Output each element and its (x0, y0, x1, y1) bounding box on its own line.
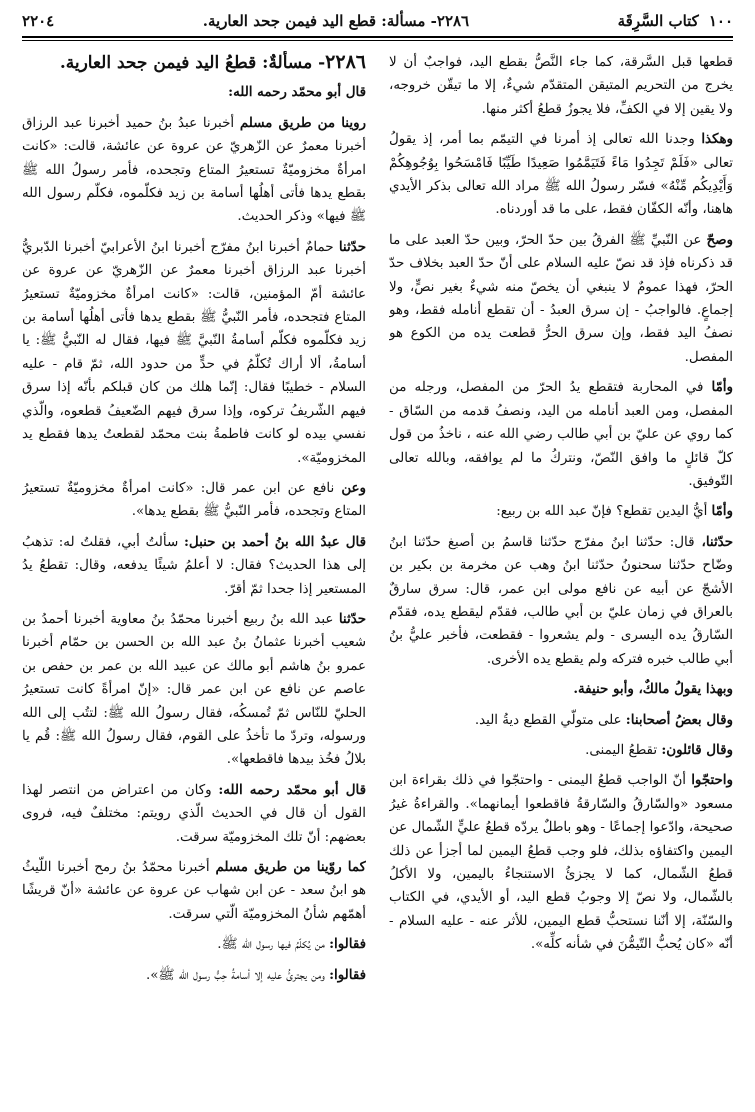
paragraph (22, 608, 366, 772)
paragraph-text: قال: حدّثنا ابنُ مفرّج حدّثنا قاسمُ بن أصبغ حدّثنا ابنُ وضّاح حدّثنا سحنونُ حدّثنا ابنُ وهب عن مخرمة بن بكير بن الأشجّ عن أبيه عن نافع مولى ابن عمر، قال: سرق سارقٌ بالعراق في زمان عليّ بن أبي طالب، فقدّم ليقطع يده، فقدّم السّارقُ يده اليسرى - ولم يشعروا - فقطعت، فأخبر عليُّ بنُ أبي طالب خبره فتركه ولم يقطع يده الأخرى. (389, 534, 733, 667)
header-rule (22, 36, 733, 38)
paragraph-text: أيُّ اليدين تقطع؟ فإنّ عبد الله بن ربيع: (496, 504, 712, 520)
page-number-right: ١٠٠ (708, 12, 733, 30)
paragraph-text: أخبرنا محمّدُ بنُ رمح أخبرنا اللّيثُ هو ابنُ سعد - عن ابن شهاب عن عروة عن عائشة «أنّ قريشًا أهمّهم شأنُ المخزوميّة الّتي سرقت. (22, 860, 366, 922)
paragraph (22, 779, 366, 849)
paragraph-lead: قال عبدُ الله بنُ أحمد بن حنبل: (183, 533, 366, 550)
paragraph-text: تقطعُ اليمنى. (585, 742, 662, 758)
paragraph-text: على متولّي القطع ديةُ اليد. (474, 712, 626, 728)
paragraph (22, 933, 366, 956)
paragraph (389, 128, 733, 222)
paragraph (22, 477, 366, 524)
paragraph-lead: فقالوا: (329, 936, 366, 953)
paragraph-text: عبد الله بنُ ربيع أخبرنا محمّدُ بنُ معاوية أخبرنا أحمدُ بن شعيب أخبرنا عثمانُ بنُ عبد الله بن الحسن بن حمّام أخبرنا عمرو بنُ هاشم أبو مالك عن عبيد الله بن عمر بن حفص بن عاصم عن نافع عن ابن عمر قال: «إنّ امرأةً كانت تستعيرُ الحليّ للنّاس ثمّ تُمسكُه، فقال رسولُ الله ﷺ: لتتُب إلى الله ورسوله، وتردّ ما تأخذُ على القوم، فقال رسولُ الله ﷺ: قُم يا بلالُ فخُذ بيدها فاقطعها». (22, 611, 366, 768)
paragraph (389, 376, 733, 493)
paragraph-lead: حدّثنا (338, 610, 366, 627)
paragraph (389, 229, 733, 369)
paragraph-lead: كما روّينا من طريق مسلم (215, 859, 366, 875)
paragraph-lead: روينا من طريق مسلم (239, 114, 366, 131)
paragraph (22, 236, 366, 470)
paragraph-lead: وقال بعضُ أصحابنا: (625, 711, 733, 728)
paragraph (22, 856, 366, 926)
paragraph-lead: وقال قائلون: (661, 741, 733, 758)
paragraph-text: أخبرنا عبدُ بنُ حميد أخبرنا عبد الرزاق أخبرنا معمرٌ عن الزّهريّ عن عروة عن عائشة، قالت: «كانت امرأةٌ مخزوميّةٌ تستعيرُ المتاع وتجحده، فأمر رسولُ الله ﷺ بقطع يدها فأتى أهلُها أسامة بن زيد فكلّموه، فكلّم رسول الله ﷺ فيها» وذكر الحديث. (22, 115, 366, 225)
header-left (22, 8, 54, 34)
paragraph-text: وكان من اعتراض من انتصر لهذا القول أن قال في الحديث الّذي رويتم: مختلفٌ فيه، فروى بعضهم: أنّ تلك المخزوميّة سرقت. (22, 782, 366, 845)
header-rule-thin (22, 40, 733, 41)
paragraph-lead: وصحّ (706, 231, 733, 248)
text-columns (22, 51, 733, 1101)
paragraph-text: عن النّبيِّ ﷺ الفرقُ بين حدّ الحرّ، وبين حدّ العبد على ما قد ذكرناه فإذ قد نصّ عليه السلام على أنّ حدّ العبد بخلاف حدّ الحرّ، فهذا عمومٌ لا ينبغي أن يخصّ منه شيءٌ بغير نصٍّ، ولا إجماعٍ. فالواجبُ - إن سرق العبدُ - أن تقطع أنامله فقط، وهو نصفُ اليد فقط، وإن سرق الحرُّ قطعت يده من الكوع هو المفصل. (389, 232, 733, 365)
paragraph (389, 678, 733, 701)
section-label: - مسألةٌ: (262, 53, 326, 73)
left-column (22, 51, 366, 1101)
section-number: ٢٢٨٦ (325, 51, 366, 73)
paragraph-lead: وأمّا (711, 379, 733, 396)
paragraph (389, 709, 733, 732)
paragraph-text: في المحاربة فتقطع يدُ الحرّ من المفصل، ورجله من المفصل، ومن العبد أنامله من اليد، ونصفُ قدمه من السّاق - كما روي عن عليّ بن أبي طالب رضي الله عنه ، ناخذُ من قول كلّ قائلٍ ما وافق النّصّ، ونتركُ ما لم يوافقه، وبالله تعالى التّوفيق. (389, 380, 733, 489)
paragraph-text: أنّ الواجب قطعُ اليمنى - واحتجّوا في ذلك بقراءة ابن مسعود «والسّارقُ والسّارقةُ فاقطعوا أيمانهما». والقراءةُ غيرُ صحيحة، وادّعوا إجماعًا - وهو باطلٌ يردّه قطعُ عليٍّ الشّمال عن اليمين واكتفاؤه بذلك، فلو وجب قطعُ اليمين لما أجزأ عن ذلك قطعُ الشّمال، كما لا يجزئُ الاستنجاءُ باليمين، ولا الأكلُ بالشّمال، ولا نصّ إلا وجوبُ قطع اليد، أو الأيدي، في الكتاب والسّنّة، إلا أنّنا نستحبُّ قطع اليمين، للأثر عنه - عليه السلام - أنّه «كان يُحبُّ التّيمُّنَ في شأنه كلِّه». (389, 773, 733, 953)
paragraph-text: حمامٌ أخبرنا ابنُ مفرّج أخبرنا ابنُ الأعرابيّ أخبرنا الدّبريُّ أخبرنا عبد الرزاق أخبرنا معمرٌ عن الزّهريّ عن عروة عن عائشة أمّ المؤمنين، قالت: «كانت امرأةٌ مخزوميّةٌ تستعيرُ المتاع فتجحده، فأمر النّبيُّ ﷺ بقطع يدها فأتى أهلُها أسامة بن زيد فكلّموه فكلّم أسامةُ النّبيَّ ﷺ فيها، فقال له النّبيُّ ﷺ: يا أسامةُ، ألا أراك تُكلّمُ في حدٍّ من حدود الله، ثمّ قام - عليه السلام - خطيبًا فقال: إنّما هلك من كان قبلكم بأنّه إذا سرق فيهم الشّريفُ تركوه، وإذا سرق فيهم الضّعيفُ قطعوه، والّذي نفسي بيده لو كانت فاطمةُ بنت محمّد لقطعتُ يدها فقطع يد المخزوميّة». (22, 239, 366, 466)
paragraph-text: قطعها قبل السَّرقة، كما جاء النَّصُّ بقطع اليد، فواجبٌ أن لا يخرج من التحريم المتيقن المتقدّم شيءٌ، إلا ما تيقّن خروجه، ولا يقين إلا في الكفِّ، فلا يجوزُ قطعُ أكثر منها. (389, 55, 733, 117)
paragraph-text: نافع عن ابن عمر قال: «كانت امرأةٌ مخزوميّةٌ تستعيرُ المتاع وتجحده، فأمر النّبيُّ ﷺ بقطع يدها». (22, 480, 366, 520)
paragraph (22, 964, 366, 987)
paragraph-lead: قال أبو محمّد رحمه الله: (218, 781, 366, 798)
paragraph-lead: وعن (341, 479, 366, 496)
book-title: كتاب السَّرِقَة (617, 12, 699, 30)
paragraph-text: سألتُ أبي، فقلتُ له: تذهبُ إلى هذا الحديث؟ فقال: لا أعلمُ شيئًا يدفعه، وقال: تقطعُ يدُ المستعير إذا جحدا ثمّ أقرّ. (22, 534, 366, 597)
paragraph-lead: وهكذا (701, 131, 733, 148)
right-column (389, 51, 733, 1101)
paragraph (389, 531, 733, 671)
paragraph (22, 81, 366, 104)
paragraph (22, 531, 366, 601)
page-header (22, 8, 733, 34)
section-title (22, 51, 366, 75)
page-number-left: ٢٢٠٤ (22, 12, 55, 30)
paragraph-lead: قال أبو محمّد رحمه الله: (228, 84, 366, 101)
paragraph-lead: وبهذا يقولُ مالكٌ، وأبو حنيفة. (573, 681, 733, 698)
paragraph-text: وجدنا الله تعالى إذ أمرنا في التيمّم بما أمر، إذ يقولُ تعالى «فَلَمْ تَجِدُوا مَاءً فَتَيَمَّمُوا صَعِيدًا طَيِّبًا فَامْسَحُوا بِوُجُوهِكُمْ وَأَيْدِيكُم مِّنْهُ» فسّر رسولُ الله ﷺ مراد الله تعالى بذكر الأيدي هاهنا، وأنّه الكفّان فقط، على ما قد أوردناه. (389, 132, 733, 218)
paragraph (389, 51, 733, 121)
paragraph (389, 769, 733, 956)
header-right (618, 8, 733, 34)
paragraph (389, 739, 733, 762)
paragraph-lead: وأمّا (711, 503, 733, 520)
paragraph-text: ومن يجترئُ عليه إلا أسامةُ حِبُّ رسول الله ﷺ». (145, 967, 330, 983)
left-paragraphs (22, 81, 366, 987)
section-text: قطعُ اليد فيمن جحد العارية. (59, 53, 263, 73)
issue-heading: ٢٢٨٦- مسألة: قطع اليد فيمن جحد العارية. (202, 12, 470, 30)
paragraph-lead: حدّثنا (338, 238, 366, 255)
paragraph-text: من يُكلّمُ فيها رسول الله ﷺ. (217, 937, 330, 953)
paragraph-lead: حدّثنا، (701, 533, 733, 550)
paragraph-lead: واحتجّوا (691, 772, 733, 789)
paragraph (389, 500, 733, 523)
paragraph-lead: فقالوا: (329, 966, 366, 983)
paragraph (22, 112, 366, 229)
